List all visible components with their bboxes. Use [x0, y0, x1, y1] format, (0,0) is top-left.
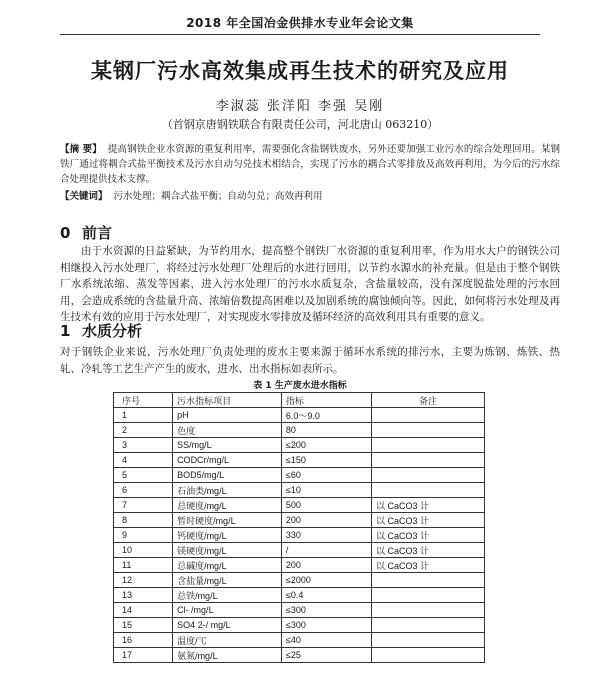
section-title: 前言 — [82, 224, 113, 242]
table-row — [114, 573, 485, 588]
table-cell: ≤25 — [281, 648, 371, 663]
table-row — [114, 483, 485, 498]
table-row — [114, 408, 485, 423]
section-1-paragraph: 对于钢铁企业来说，污水处理厂负责处理的废水主要来源于循环水系统的排污水，主要为炼钢、炼铁、热轧、冷轧等工艺生产产生的废水，进水、出水指标如表所示。 — [60, 346, 560, 375]
table-cell — [372, 618, 485, 633]
table-cell: SO4 2-/ mg/L — [173, 618, 282, 633]
paper-title: 某钢厂污水高效集成再生技术的研究及应用 — [91, 59, 509, 83]
section-heading-0 — [60, 222, 112, 243]
keywords-label: 【关键词】 — [60, 191, 108, 202]
table-cell: 以 CaCO3 计 — [372, 498, 485, 513]
table-cell: ≤0.4 — [281, 588, 371, 603]
table-cell: CODCr/mg/L — [173, 453, 282, 468]
table-cell: 11 — [114, 558, 173, 573]
column-header: 备注 — [372, 393, 485, 408]
table-header-row — [114, 393, 485, 408]
table-cell: 17 — [114, 648, 173, 663]
table-row — [114, 513, 485, 528]
table-row — [114, 528, 485, 543]
table-cell — [372, 453, 485, 468]
table-cell: / — [281, 543, 371, 558]
table-cell: ≤10 — [281, 483, 371, 498]
table-row — [114, 633, 485, 648]
column-header: 序号 — [114, 393, 173, 408]
abstract — [60, 142, 560, 187]
table-cell: 14 — [114, 603, 173, 618]
table-cell — [372, 483, 485, 498]
table-cell: 温度/℃ — [173, 633, 282, 648]
table-cell: 200 — [281, 558, 371, 573]
authors: 李淑蕊 张洋阳 李强 吴刚 — [215, 99, 385, 114]
table-cell: 500 — [281, 498, 371, 513]
table-cell: 80 — [281, 423, 371, 438]
table-cell: 4 — [114, 453, 173, 468]
table-cell: 总碱度/mg/L — [173, 558, 282, 573]
table-cell: 9 — [114, 528, 173, 543]
table-row — [114, 543, 485, 558]
table-cell — [372, 603, 485, 618]
table-cell: ≤60 — [281, 468, 371, 483]
table-row — [114, 498, 485, 513]
table-cell: ≤2000 — [281, 573, 371, 588]
table-cell: 3 — [114, 438, 173, 453]
water-quality-table — [113, 392, 485, 663]
table-row — [114, 618, 485, 633]
table-row — [114, 438, 485, 453]
table-cell: 13 — [114, 588, 173, 603]
column-header: 指标 — [281, 393, 371, 408]
table-cell: 钙硬度/mg/L — [173, 528, 282, 543]
table-cell: 2 — [114, 423, 173, 438]
table-cell: 330 — [281, 528, 371, 543]
table-cell: 12 — [114, 573, 173, 588]
section-number: 0 — [60, 224, 71, 242]
table-cell: SS/mg/L — [173, 438, 282, 453]
table-row — [114, 648, 485, 663]
table-cell — [372, 648, 485, 663]
table-cell: 6.0～9.0 — [281, 408, 371, 423]
section-0-paragraph: 由于水资源的日益紧缺，为节约用水，提高整个钢铁厂水资源的重复利用率，作为用水大户的钢铁公司相继投入污水处理厂，将经过污水处理厂处理后的水进行回用，以节约水源水的补充量。但是由于整个钢铁厂水系统浓缩、蒸发等因素，进入污水处理厂的污水水质复杂，含盐量较高，没有深度脱盐处理的污水回用，会造成系统的含盐量升高、浓缩倍数提高困难以及加剧系统的腐蚀倾向等。因此，如何将污水处理及再生技术有效的应用于污水处理厂，对实现废水零排放及循环经济的高效利用具有重要的意义。 — [60, 245, 560, 323]
table-row — [114, 453, 485, 468]
keywords — [60, 190, 560, 204]
table-cell — [372, 468, 485, 483]
table-cell — [372, 633, 485, 648]
table-cell: pH — [173, 408, 282, 423]
table-cell: Cl- /mg/L — [173, 603, 282, 618]
affiliation: （首钢京唐钢铁联合有限责任公司，河北唐山 063210） — [161, 118, 439, 131]
table-cell: 6 — [114, 483, 173, 498]
table-row — [114, 558, 485, 573]
section-heading-1 — [60, 320, 142, 341]
table-cell: 含盐量/mg/L — [173, 573, 282, 588]
abstract-label: 【摘 要】 — [60, 144, 102, 155]
keywords-text: 污水处理；耦合式盐平衡；自动匀兑；高效再利用 — [113, 191, 323, 202]
table-body — [114, 408, 485, 663]
table-cell: ≤300 — [281, 603, 371, 618]
table-row — [114, 588, 485, 603]
table-cell: 暂时硬度/mg/L — [173, 513, 282, 528]
column-header: 污水指标项目 — [173, 393, 282, 408]
table-cell: BOD5/mg/L — [173, 468, 282, 483]
table-cell: 1 — [114, 408, 173, 423]
table-cell — [372, 408, 485, 423]
table-cell — [372, 588, 485, 603]
table-cell: 以 CaCO3 计 — [372, 558, 485, 573]
table-cell: 8 — [114, 513, 173, 528]
table-cell: 5 — [114, 468, 173, 483]
table-cell — [372, 423, 485, 438]
table-cell: 总铁/mg/L — [173, 588, 282, 603]
table-cell: 16 — [114, 633, 173, 648]
table-cell: 氨氮/mg/L — [173, 648, 282, 663]
table-row — [114, 423, 485, 438]
abstract-text: 提高钢铁企业水资源的重复利用率，需要强化含盐钢铁废水，另外还要加强工业污水的综合处理回用。某钢铁厂通过将耦合式盐平衡技术及污水自动匀兑技术相结合，实现了污水的耦合式零排放及高效再利用，为今后的污水综合处理提供技术支撑。 — [60, 144, 560, 185]
table-cell: 石油类/mg/L — [173, 483, 282, 498]
table-cell: 以 CaCO3 计 — [372, 528, 485, 543]
table-cell: 7 — [114, 498, 173, 513]
table-cell: 镁硬度/mg/L — [173, 543, 282, 558]
table-cell: 10 — [114, 543, 173, 558]
table-cell — [372, 438, 485, 453]
table-cell: 色度 — [173, 423, 282, 438]
table-cell: ≤200 — [281, 438, 371, 453]
running-header: 2018 年全国冶金供排水专业年会论文集 — [60, 14, 540, 35]
table-cell — [372, 573, 485, 588]
table-cell: ≤40 — [281, 633, 371, 648]
section-title: 水质分析 — [82, 322, 143, 340]
table-cell: 15 — [114, 618, 173, 633]
table-row — [114, 603, 485, 618]
table-row — [114, 468, 485, 483]
table-cell: 以 CaCO3 计 — [372, 543, 485, 558]
table-caption: 表 1 生产废水进水指标 — [253, 381, 347, 391]
table-cell: 200 — [281, 513, 371, 528]
table-cell: ≤300 — [281, 618, 371, 633]
table-cell: ≤150 — [281, 453, 371, 468]
table-cell: 总硬度/mg/L — [173, 498, 282, 513]
section-number: 1 — [60, 322, 71, 340]
table-cell: 以 CaCO3 计 — [372, 513, 485, 528]
